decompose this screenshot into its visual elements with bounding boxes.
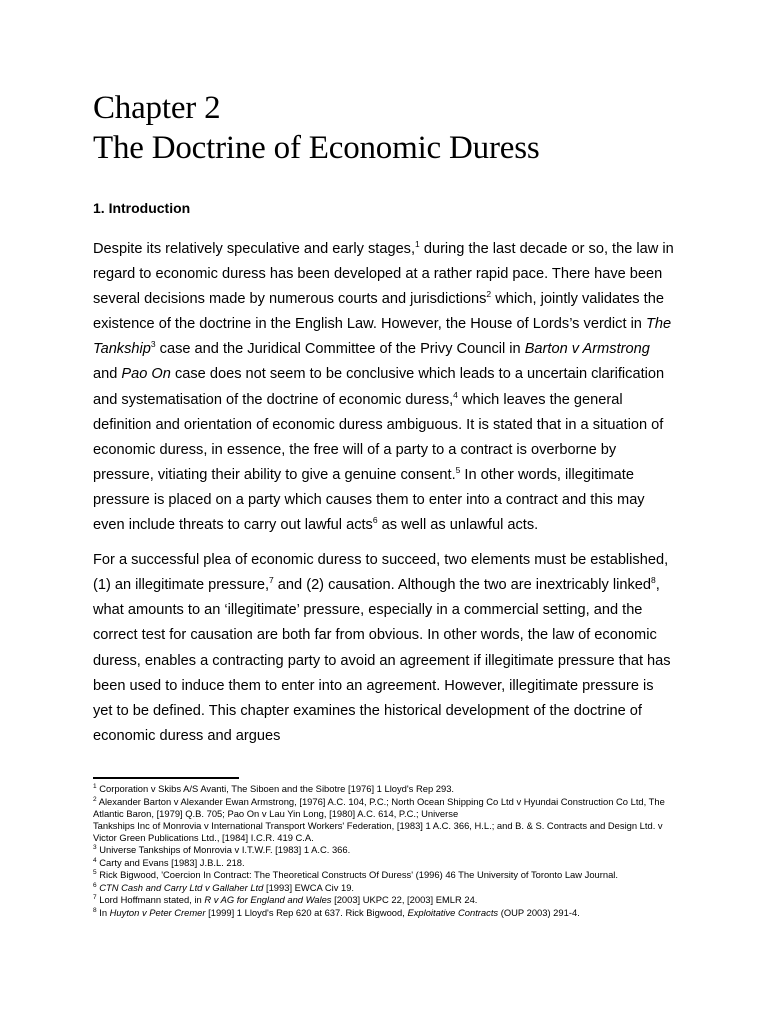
case-name: The Tankship — [93, 316, 672, 358]
footnote-text: (OUP 2003) 291-4. — [498, 906, 580, 918]
footnote-text: In — [96, 906, 110, 918]
footnote-text: Lord Hoffmann stated, in — [96, 894, 205, 905]
footnote-text: Carty and Evans [1983] J.B.L. 218. — [96, 856, 245, 868]
footnote-7 — [93, 894, 675, 906]
footnote-ref[interactable]: 4 — [453, 389, 458, 400]
footnote-ref[interactable]: 2 — [486, 289, 492, 300]
text-run: case and the Juridical Committee of the Privy Council in — [155, 341, 525, 358]
footnote-text: [1999] 1 Lloyd's Rep 620 at 637. Rick Bigwood, — [205, 906, 408, 918]
paragraph-2 — [93, 548, 675, 749]
footnote-ref[interactable]: 7 — [269, 575, 274, 586]
chapter-name: The Doctrine of Economic Duress — [93, 130, 540, 166]
footnote-text: Corporation v Skibs A/S Avanti, The Siboen and the Sibotre [1976] 1 Lloyd's Rep 293. — [96, 783, 455, 794]
footnote-text: Tankships Inc of Monrovia v International Transport Workers' Federation, [1983] 1 A.C. 366, H.L.; and B. & S. Contracts and Design Ltd. v Victor Green Publications Ltd., [1984] I.C.R. 419 C.A. — [93, 819, 663, 843]
footnote-4 — [93, 857, 675, 869]
text-run: In other words, illegitimate pressure is placed on a party which causes them to enter into a contract and this may even include threats to carry out lawful acts — [93, 466, 645, 534]
paragraph-1 — [93, 237, 675, 538]
footnote-ref[interactable]: 5 — [455, 464, 461, 475]
footnote-number: 5 — [93, 868, 97, 876]
document-page — [93, 88, 675, 749]
chapter-number: Chapter 2 — [93, 90, 221, 126]
footnote-case-name: R v AG for England and Wales — [204, 894, 332, 905]
footnote-6 — [93, 882, 675, 894]
text-run: during the last decade or so, the law in regard to economic duress has been developed at a rather rapid pace. There have been several decisions made by numerous courts and jurisdictions — [93, 241, 674, 308]
footnote-2 — [93, 796, 675, 844]
text-run: Despite its relatively speculative and early stages, — [93, 241, 416, 257]
text-run: case does not seem to be conclusive which leads to a uncertain clarification and systematisation of the doctrine of economic duress, — [93, 366, 665, 408]
footnote-number: 8 — [93, 906, 97, 914]
footnote-text: Universe Tankships of Monrovia v I.T.W.F. [1983] 1 A.C. 366. — [96, 844, 351, 855]
footnote-case-name: Huyton v Peter Cremer — [109, 906, 206, 918]
case-name: Pao On — [121, 366, 171, 383]
footnote-ref[interactable]: 8 — [650, 575, 656, 586]
text-run: , what amounts to an ‘illegitimate’ pressure, especially in a commercial setting, and the correct test for causation are both far from obvious. In other words, the law of economic duress, enables a contracting party to avoid an agreement if illegitimate pressure that has been used to induce them to enter into an agreement. However, illegitimate pressure is yet to be defined. This chapter examines the historical development of the doctrine of economic duress and argues — [93, 577, 671, 744]
footnote-3 — [93, 844, 675, 856]
footnote-number: 2 — [93, 795, 97, 803]
footnote-5 — [93, 869, 675, 881]
footnote-number: 7 — [93, 893, 97, 901]
text-run: as well as unlawful acts. — [377, 517, 539, 534]
footnote-number: 6 — [93, 881, 97, 889]
footnote-divider — [93, 777, 239, 779]
footnote-ref[interactable]: 3 — [150, 339, 156, 350]
chapter-title — [93, 88, 675, 168]
footnote-1 — [93, 783, 675, 795]
footnote-number: 3 — [93, 843, 97, 851]
footnote-book-title: Exploitative Contracts — [407, 906, 499, 918]
text-run: which leaves the general definition and orientation of economic duress ambiguous. It is stated that in a situation of economic duress, in essence, the free will of a party to a contract is overborne by pressure, vitiating their ability to give a genuine consent. — [93, 391, 664, 483]
text-run: For a successful plea of economic duress to succeed, two elements must be established, (1) an illegitimate pressure, — [93, 552, 669, 594]
text-run: and — [93, 366, 122, 383]
footnote-text: [1993] EWCA Civ 19. — [263, 881, 355, 893]
footnote-text: Alexander Barton v Alexander Ewan Armstrong, [1976] A.C. 104, P.C.; North Ocean Shipping Co Ltd v Hyundai Construction Co Ltd, The Atlantic Baron, [1979] Q.B. 705; Pao On v Lau Yin Long, [1980] A.C. 614, P.C.; Universe — [93, 795, 665, 819]
footnote-ref[interactable]: 6 — [372, 515, 378, 526]
footnote-text: [2003] UKPC 22, [2003] EMLR 24. — [331, 894, 478, 905]
text-run: and (2) causation. Although the two are inextricably linked — [273, 577, 651, 594]
footnote-number: 4 — [93, 856, 97, 864]
footnote-case-name: CTN Cash and Carry Ltd v Gallaher Ltd — [99, 881, 264, 893]
footnote-text: Rick Bigwood, 'Coercion In Contract: The Theoretical Constructs Of Duress' (1996) 46 The University of Toronto Law Journal. — [96, 869, 618, 880]
footnote-8 — [93, 907, 675, 919]
footnotes — [93, 783, 675, 919]
text-run: which, jointly validates the existence of the doctrine in the English Law. However, the House of Lords’s verdict in — [93, 291, 664, 333]
footnote-ref[interactable]: 1 — [415, 239, 420, 250]
case-name: Barton v Armstrong — [524, 341, 650, 358]
section-heading: 1. Introduction — [93, 200, 191, 216]
footnote-number: 1 — [93, 782, 97, 790]
